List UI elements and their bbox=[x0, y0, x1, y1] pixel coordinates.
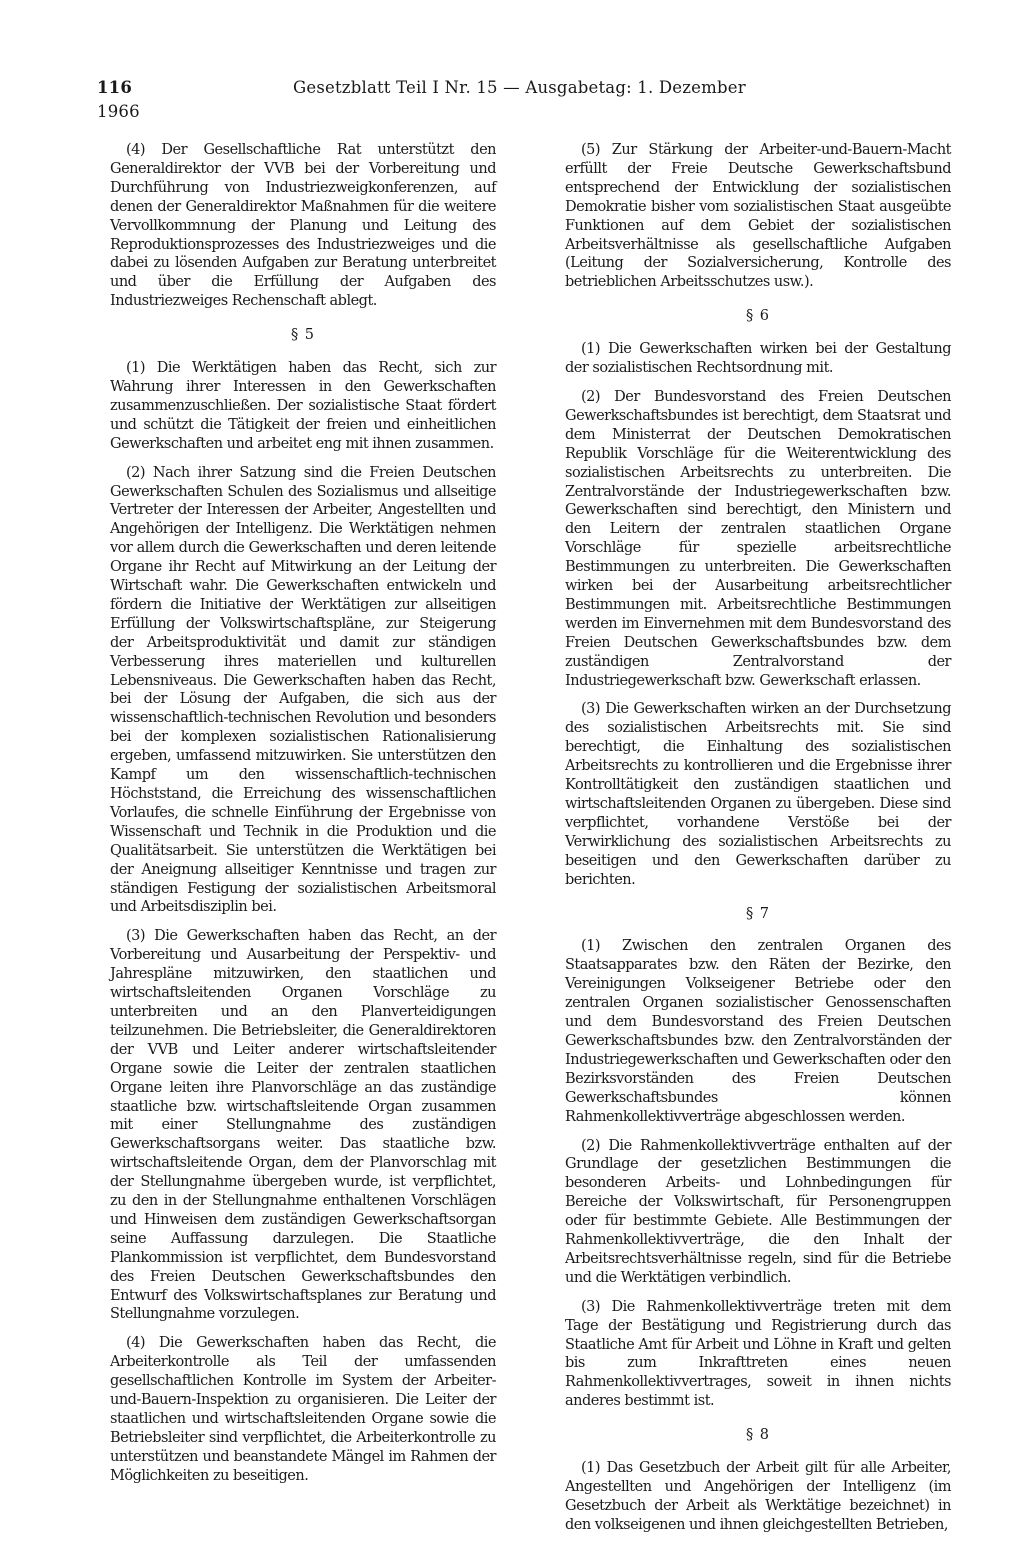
paragraph: (2) Der Bundesvorstand des Freien Deutschen Gewerkschaftsbundes ist berechtigt, dem Staatsrat und dem Ministerrat der Deutschen Demokratischen Republik Vorschläge für die Weiterentwicklung des sozialistischen Arbeitsrechts zu unterbreiten. Die Zentralvorstände der Industriegewerkschaften bzw. Gewerkschaften sind berechtigt, den Ministern und den Leitern der zentralen staatlichen Organe Vorschläge für spezielle arbeitsrechtliche Bestimmungen zu unterbreiten. Die Gewerkschaften wirken bei der Ausarbeitung arbeitsrechtlicher Bestimmungen mit. Arbeitsrechtliche Bestimmungen werden im Einvernehmen mit dem Bundesvorstand des Freien Deutschen Gewerkschaftsbundes bzw. dem zuständigen Zentralvorstand der Industriegewerkschaft bzw. Gewerkschaft erlassen. bbox=[565, 388, 951, 689]
page-number: 116 bbox=[97, 78, 133, 97]
paragraph: (1) Zwischen den zentralen Organen des Staatsapparates bzw. den Räten der Bezirke, den Vereinigungen Volkseigener Betriebe oder den zentralen Organen sozialistischer Genossenschaften und dem Bundesvorstand des Freien Deutschen Gewerkschaftsbundes bzw. den Zentralvorständen der Industriegewerkschaften und Gewerkschaften oder den Bezirksvorständen des Freien Deutschen Gewerkschaftsbundes können Rahmenkollektivverträge abgeschlossen werden. bbox=[565, 938, 951, 1125]
left-column bbox=[110, 141, 496, 1496]
paragraph: (1) Das Gesetzbuch der Arbeit gilt für alle Arbeiter, Angestellten und Angehörigen der Intelligenz (im Gesetzbuch der Arbeit als Werktätige bezeichnet) in den volkseigenen und ihnen gleichgestellten Betrieben, bbox=[565, 1460, 951, 1533]
paragraph: (1) Die Werktätigen haben das Recht, sich zur Wahrung ihrer Interessen in den Gewerkschaften zusammenzuschließen. Der sozialistische Staat fördert und schützt die Tätigkeit der freien und einheitlichen Gewerkschaften und arbeitet eng mit ihnen zusammen. bbox=[110, 360, 496, 452]
section-heading: § 8 bbox=[745, 1427, 771, 1444]
section-heading: § 6 bbox=[745, 308, 771, 325]
paragraph: (1) Die Gewerkschaften wirken bei der Gestaltung der sozialistischen Rechtsordnung mit. bbox=[565, 341, 951, 377]
paragraph: (5) Zur Stärkung der Arbeiter-und-Bauern-Macht erfüllt der Freie Deutsche Gewerkschaftsbund entsprechend der Entwicklung der sozialistischen Demokratie bisher vom sozialistischen Staat ausgeübte Funktionen auf dem Gebiet der sozialistischen Arbeitsverhältnisse als gesellschaftliche Aufgaben (Leitung der Sozialversicherung, Kontrolle des betrieblichen Arbeitsschutzes usw.). bbox=[565, 142, 951, 291]
paragraph: (3) Die Gewerkschaften haben das Recht, an der Vorbereitung und Ausarbeitung der Perspektiv- und Jahrespläne mitzuwirken, den staatlichen und wirtschaftsleitenden Organen Vorschläge zu unterbreiten und an den Planverteidigungen teilzunehmen. Die Betriebsleiter, die Generaldirektoren der VVB und Leiter anderer wirtschaftsleitender Organe sowie die Leiter der zentralen staatlichen Organe leiten ihre Planvorschläge an das zuständige staatliche bzw. wirtschaftsleitende Organ zusammen mit einer Stellungnahme des zuständigen Gewerkschaftsorgans weiter. Das staatliche bzw. wirtschaftsleitende Organ, dem der Planvorschlag mit der Stellungnahme übergeben wurde, ist verpflichtet, zu den in der Stellungnahme enthaltenen Vorschlägen und Hinweisen dem zuständigen Gewerkschaftsorgan seine Auffassung darzulegen. Die Staatliche Plankommission ist verpflichtet, dem Bundesvorstand des Freien Deutschen Gewerkschaftsbundes den Entwurf des Volkswirtschaftsplanes zur Beratung und Stellungnahme vorzulegen. bbox=[110, 928, 496, 1323]
right-column bbox=[565, 141, 951, 1545]
paragraph: (2) Die Rahmenkollektivverträge enthalten auf der Grundlage der gesetzlichen Bestimmungen die besonderen Arbeits- und Lohnbedingungen für Bereiche der Volkswirtschaft, für Personengruppen oder für bestimmte Gebiete. Alle Bestimmungen der Rahmenkollektivverträge, die den Inhalt der Arbeitsrechtsverhältnisse regeln, sind für die Betriebe und die Werktätigen verbindlich. bbox=[565, 1137, 951, 1286]
gazette-title: Gesetzblatt Teil I Nr. 15 — Ausgabetag: 1. Dezember 1966 bbox=[97, 78, 746, 121]
section-heading: § 5 bbox=[290, 327, 316, 344]
paragraph: (4) Die Gewerkschaften haben das Recht, die Arbeiterkontrolle als Teil der umfassenden gesellschaftlichen Kontrolle im System der Arbeiter-und-Bauern-Inspektion zu organisieren. Die Leiter der staatlichen und wirtschaftsleitenden Organe sowie die Betriebsleiter sind verpflichtet, die Arbeiterkontrolle zu unterstützen und beanstandete Mängel im Rahmen der Möglichkeiten zu beseitigen. bbox=[110, 1335, 496, 1484]
paragraph: (3) Die Gewerkschaften wirken an der Durchsetzung des sozialistischen Arbeitsrechts mit. Sie sind berechtigt, die Einhaltung des sozialistischen Arbeitsrechts zu kontrollieren und die Ergebnisse ihrer Kontrolltätigkeit den zuständigen staatlichen und wirtschaftsleitenden Organen zu übergeben. Diese sind verpflichtet, vorhandene Verstöße bei der Verwirklichung des sozialistischen Arbeitsrechts zu beseitigen und den Gewerkschaften darüber zu berichten. bbox=[565, 701, 951, 888]
paragraph: (2) Nach ihrer Satzung sind die Freien Deutschen Gewerkschaften Schulen des Sozialismus und allseitige Vertreter der Interessen der Arbeiter, Angestellten und Angehörigen der Intelligenz. Die Werktätigen nehmen vor allem durch die Gewerkschaften und deren leitende Organe ihr Recht auf Mitwirkung an der Leitung der Wirtschaft wahr. Die Gewerkschaften entwickeln und fördern die Initiative der Werktätigen zur allseitigen Erfüllung der Volkswirtschaftspläne, zur Steigerung der Arbeitsproduktivität und damit zur ständigen Verbesserung ihres materiellen und kulturellen Lebensniveaus. Die Gewerkschaften haben das Recht, bei der Lösung der Aufgaben, die sich aus der wissenschaftlich-technischen Revolution und besonders bei der komplexen sozialistischen Rationalisierung ergeben, umfassend mitzuwirken. Sie unterstützen den Kampf um den wissenschaftlich-technischen Höchststand, die Erreichung des wissenschaftlichen Vorlaufes, die schnelle Einführung der Ergebnisse von Wissenschaft und Technik in die Produktion und die Qualitätsarbeit. Sie unterstützen die Werktätigen bei der Aneignung allseitiger Kenntnisse und tragen zur ständigen Festigung der sozialistischen Arbeitsmoral und Arbeitsdisziplin bei. bbox=[110, 464, 496, 916]
paragraph: (4) Der Gesellschaftliche Rat unterstützt den Generaldirektor der VVB bei der Vorbereitung und Durchführung von Industriezweigkonferenzen, auf denen der Generaldirektor Maßnahmen für die weitere Vervollkommnung der Planung und Leitung des Reproduktionsprozesses des Industriezweiges und die dabei zu lösenden Aufgaben zur Beratung unterbreitet und über die Erfüllung der Aufgaben des Industriezweiges Rechenschaft ablegt. bbox=[110, 142, 496, 310]
page-header bbox=[97, 76, 777, 124]
section-heading: § 7 bbox=[745, 905, 771, 922]
paragraph: (3) Die Rahmenkollektivverträge treten mit dem Tage der Bestätigung und Registrierung durch das Staatliche Amt für Arbeit und Löhne in Kraft und gelten bis zum Inkrafttreten eines neuen Rahmenkollektivvertrages, soweit in ihnen nichts anderes bestimmt ist. bbox=[565, 1298, 951, 1410]
